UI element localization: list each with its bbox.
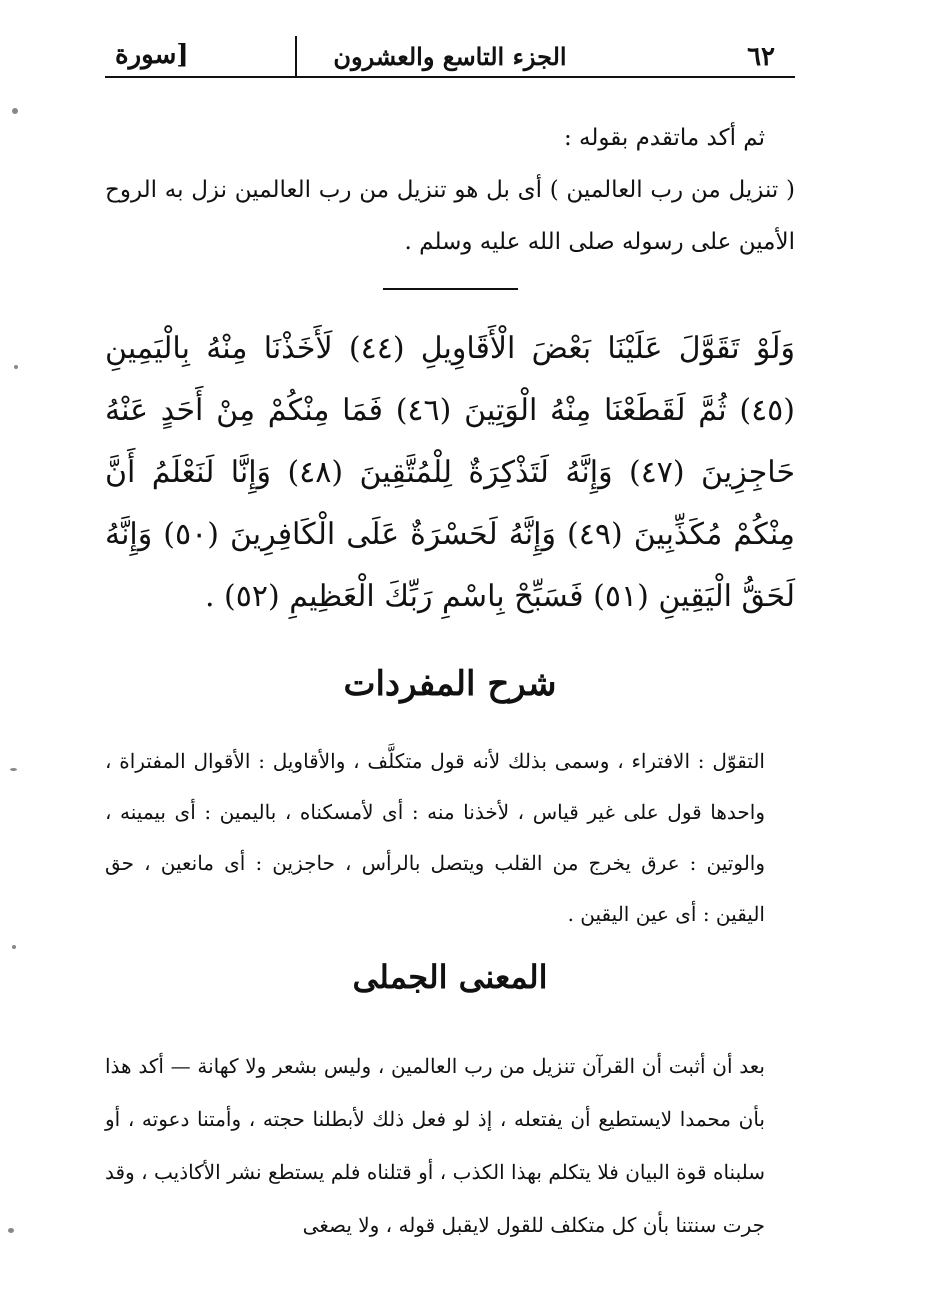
section-divider xyxy=(383,288,518,290)
quran-verses: وَلَوْ تَقَوَّلَ عَلَيْنَا بَعْضَ الْأَقَاوِيلِ (٤٤) لَأَخَذْنَا مِنْهُ بِالْيَمِينِ (٤٥) ثُمَّ لَقَطَعْنَا مِنْهُ الْوَتِينَ (٤٦) فَمَا مِنْكُمْ مِنْ أَحَدٍ عَنْهُ حَاجِزِينَ (٤٧) وَإِنَّهُ لَتَذْكِرَةٌ لِلْمُتَّقِينَ (٤٨) وَإِنَّا لَنَعْلَمُ أَنَّ مِنْكُمْ مُكَذِّبِينَ (٤٩) وَإِنَّهُ لَحَسْرَةٌ عَلَى الْكَافِرِينَ (٥٠) وَإِنَّهُ لَحَقُّ الْيَقِينِ (٥١) فَسَبِّحْ بِاسْمِ رَبِّكَ الْعَظِيمِ (٥٢) . xyxy=(105,331,796,614)
part-title: الجزء التاسع والعشرون xyxy=(333,42,567,71)
page-number: ٦٢ xyxy=(747,42,775,72)
meaning-heading: المعنى الجملى xyxy=(352,958,548,996)
intro-section xyxy=(105,112,795,268)
meaning-text: بعد أن أثبت أن القرآن تنزيل من رب العالمين ، وليس بشعر ولا كهانة — أكد هذا بأن محمدا لايستطيع أن يفتعله ، إذ لو فعل ذلك لأبطلنا حجته ، وأمتنا دعوته ، أو سلبناه قوة البيان فلا يتكلم بهذا الكذب ، أو قتلناه فلم يستطع نشر الأكاذيب ، وقد جرت سنتنا بأن كل متكلف للقول لايقبل قوله ، ولا يصغى xyxy=(105,1054,765,1237)
vocab-text: التقوّل : الافتراء ، وسمى بذلك لأنه قول متكلَّف ، والأقاويل : الأقوال المفتراة ، واحدها قول على غير قياس ، لأخذنا منه : أى لأمسكناه ، باليمين : أى بيمينه ، والوتين : عرق يخرج من القلب ويتصل بالرأس ، حاجزين : أى مانعين ، حق اليقين : أى عين اليقين . xyxy=(105,749,765,926)
scan-speck xyxy=(12,945,16,949)
scan-speck xyxy=(12,108,18,114)
scan-speck xyxy=(8,1228,14,1233)
page-header xyxy=(105,36,795,78)
intro-paragraph: ( تنزيل من رب العالمين ) أى بل هو تنزيل من رب العالمين نزل به الروح الأمين على رسوله صلى الله عليه وسلم . xyxy=(105,177,795,255)
vocab-heading: شرح المفردات xyxy=(343,664,557,704)
scan-speck xyxy=(14,365,18,369)
surah-label: [سورة xyxy=(115,40,189,70)
intro-line: ثم أكد ماتقدم بقوله : xyxy=(563,125,765,151)
header-divider xyxy=(295,36,297,76)
scan-speck xyxy=(10,768,17,771)
meaning-section xyxy=(105,1040,795,1252)
vocab-section xyxy=(105,736,795,940)
